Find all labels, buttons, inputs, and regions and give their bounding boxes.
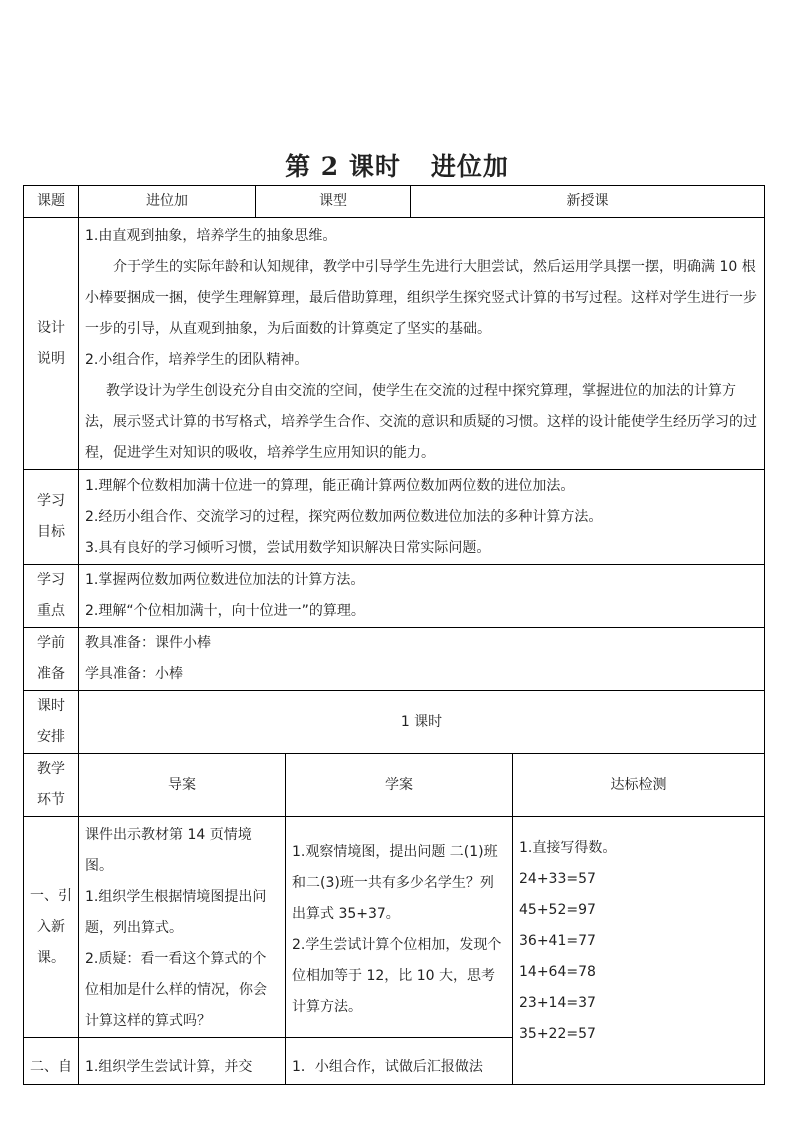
schedule-value: 1 课时 xyxy=(79,691,765,754)
guide-item: 2.质疑：看一看这个算式的个位相加是什么样的情况，你会计算这样的算式吗？ xyxy=(85,951,267,1029)
sections-label xyxy=(24,754,79,817)
label-line: 课时 xyxy=(37,698,65,714)
table-row xyxy=(24,218,765,470)
guide-item: 1.组织学生根据情境图提出问题，列出算式。 xyxy=(85,889,267,936)
label-line: 学习 xyxy=(37,572,65,588)
study-header: 学案 xyxy=(286,754,513,817)
prep-item: 教具准备：课件小棒 xyxy=(85,635,211,651)
label-line: 二、自 xyxy=(30,1059,72,1075)
prep-item: 学具准备：小棒 xyxy=(85,666,183,682)
keypoints-content xyxy=(79,565,765,628)
design-paragraph: 1.由直观到抽象，培养学生的抽象思维。 xyxy=(85,228,337,244)
guide-item: 课件出示教材第 14 页情境图。 xyxy=(85,827,252,874)
study-item: 2.学生尝试计算个位相加，发现个位相加等于 12，比 10 大，思考计算方法。 xyxy=(292,937,502,1015)
check-item: 45+52=97 xyxy=(519,902,596,918)
stage2-label xyxy=(24,1038,79,1085)
label-line: 环节 xyxy=(37,792,65,808)
label-line: 目标 xyxy=(37,524,65,540)
schedule-label xyxy=(24,691,79,754)
label-line: 说明 xyxy=(37,350,65,367)
lesson-plan-table xyxy=(23,185,765,1085)
goal-item: 2.经历小组合作、交流学习的过程，探究两位数加两位数进位加法的多种计算方法。 xyxy=(85,508,603,525)
check-item: 23+14=37 xyxy=(519,995,596,1011)
design-label xyxy=(24,218,79,470)
guide-item: 1.组织学生尝试计算，并交 xyxy=(85,1059,253,1075)
prep-label xyxy=(24,628,79,691)
lesson-topic: 进位加 xyxy=(430,152,509,181)
design-paragraph: 介于学生的实际年龄和认知规律，教学中引导学生先进行大胆尝试，然后运用学具摆一摆，明确满 10 根小棒要捆成一捆，使学生理解算理，最后借助算理，组织学生探究竖式计算的书写过程。这样对学生进行一步一步的引导，从直观到抽象，为后面数的计算奠定了坚实的基础。 xyxy=(85,259,757,337)
type-value: 新授课 xyxy=(411,186,765,218)
design-paragraph: 教学设计为学生创设充分自由交流的空间，使学生在交流的过程中探究算理，掌握进位的加法的计算方法，展示竖式计算的书写格式，培养学生合作、交流的意识和质疑的习惯。这样的设计能使学生经历学习的过程，促进学生对知识的吸收，培养学生应用知识的能力。 xyxy=(85,383,757,461)
stage1-guide xyxy=(79,817,286,1038)
table-row xyxy=(24,691,765,754)
check-item: 35+22=57 xyxy=(519,1026,596,1042)
stage2-guide xyxy=(79,1038,286,1085)
goal-item: 1.理解个位数相加满十位进一的算理，能正确计算两位数加两位数的进位加法。 xyxy=(85,477,575,494)
label-line: 教学 xyxy=(37,761,65,777)
table-row xyxy=(24,470,765,565)
label-line: 学习 xyxy=(37,493,65,509)
keypoint-item: 1.掌握两位数加两位数进位加法的计算方法。 xyxy=(85,572,365,588)
study-item: 1．小组合作，试做后汇报做法 xyxy=(292,1059,483,1075)
table-row xyxy=(24,186,765,218)
label-line: 学前 xyxy=(37,635,65,651)
check-item: 36+41=77 xyxy=(519,933,596,949)
keypoints-label xyxy=(24,565,79,628)
design-paragraph: 2.小组合作，培养学生的团队精神。 xyxy=(85,352,309,368)
check-title: 1.直接写得数。 xyxy=(519,840,617,856)
page-title xyxy=(0,147,794,183)
stage1-check xyxy=(513,817,765,1085)
check-header: 达标检测 xyxy=(513,754,765,817)
goal-item: 3.具有良好的学习倾听习惯，尝试用数学知识解决日常实际问题。 xyxy=(85,539,491,556)
stage2-study xyxy=(286,1038,513,1085)
design-content xyxy=(79,218,765,470)
prep-content xyxy=(79,628,765,691)
goals-content xyxy=(79,470,765,565)
goals-label xyxy=(24,470,79,565)
label-line: 重点 xyxy=(37,603,65,619)
label-line: 准备 xyxy=(37,666,65,682)
stage1-label: 一、引入新课。 xyxy=(24,817,79,1038)
keypoint-item: 2.理解“个位相加满十，向十位进一”的算理。 xyxy=(85,603,365,619)
check-item: 14+64=78 xyxy=(519,964,596,980)
topic-value: 进位加 xyxy=(79,186,256,218)
label-line: 设计 xyxy=(37,319,65,336)
study-item: 1.观察情境图，提出问题 二(1)班和二(3)班一共有多少名学生？列出算式 35+37。 xyxy=(292,844,498,922)
table-row xyxy=(24,565,765,628)
table-row xyxy=(24,628,765,691)
table-row xyxy=(24,754,765,817)
table-row xyxy=(24,817,765,1038)
lesson-number: 第 2 课时 xyxy=(285,152,401,181)
guide-header: 导案 xyxy=(79,754,286,817)
type-label: 课型 xyxy=(256,186,411,218)
stage1-study xyxy=(286,817,513,1038)
check-item: 24+33=57 xyxy=(519,871,596,887)
label-line: 安排 xyxy=(37,729,65,745)
topic-label: 课题 xyxy=(24,186,79,218)
